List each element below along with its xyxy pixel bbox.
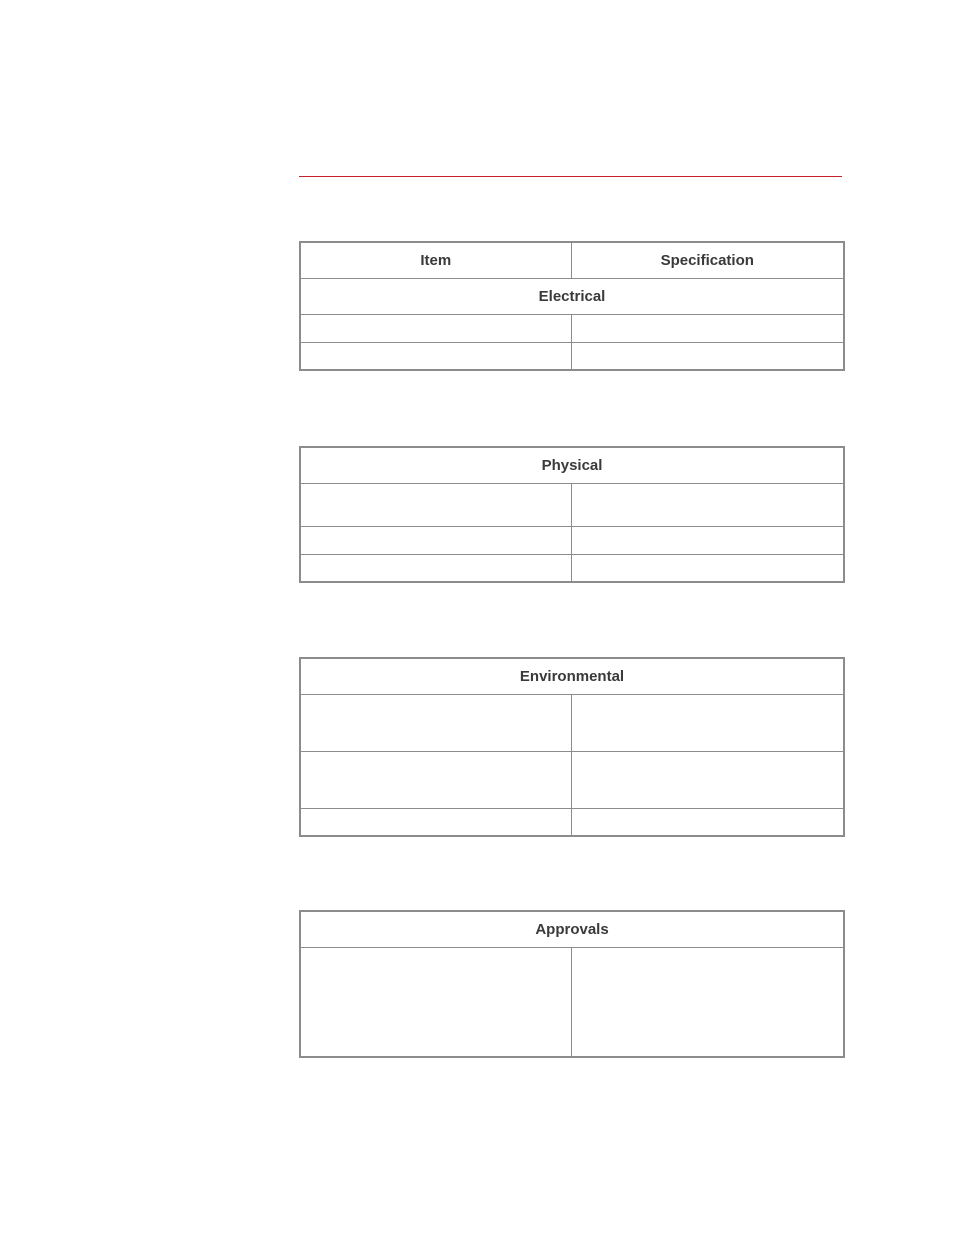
physical-spec-table	[299, 446, 845, 583]
spec-cell	[571, 751, 844, 808]
approvals-spec-table	[299, 910, 845, 1058]
item-cell	[300, 526, 571, 554]
table-row	[300, 554, 844, 582]
column-header-specification: Specification	[571, 242, 844, 278]
item-cell	[300, 808, 571, 836]
spec-cell	[571, 342, 844, 370]
section-title-physical: Physical	[300, 447, 844, 483]
item-cell	[300, 483, 571, 526]
item-cell	[300, 342, 571, 370]
spec-cell	[571, 947, 844, 1057]
section-title-environmental: Environmental	[300, 658, 844, 694]
spec-cell	[571, 808, 844, 836]
column-header-item: Item	[300, 242, 571, 278]
section-title-electrical: Electrical	[300, 278, 844, 314]
spec-cell	[571, 694, 844, 751]
electrical-spec-table	[299, 241, 845, 371]
table-row	[300, 342, 844, 370]
section-row-physical	[300, 447, 844, 483]
section-row-approvals	[300, 911, 844, 947]
table-row	[300, 694, 844, 751]
item-cell	[300, 947, 571, 1057]
item-cell	[300, 554, 571, 582]
item-cell	[300, 751, 571, 808]
section-row-environmental	[300, 658, 844, 694]
spec-cell	[571, 483, 844, 526]
section-row-electrical	[300, 278, 844, 314]
table-row	[300, 483, 844, 526]
table-row	[300, 526, 844, 554]
spec-cell	[571, 526, 844, 554]
table-row	[300, 947, 844, 1057]
table-row	[300, 751, 844, 808]
table-row	[300, 808, 844, 836]
item-cell	[300, 314, 571, 342]
environmental-spec-table	[299, 657, 845, 837]
spec-cell	[571, 554, 844, 582]
section-title-approvals: Approvals	[300, 911, 844, 947]
table-row	[300, 314, 844, 342]
header-rule	[299, 176, 842, 177]
item-cell	[300, 694, 571, 751]
spec-cell	[571, 314, 844, 342]
table-header-row	[300, 242, 844, 278]
